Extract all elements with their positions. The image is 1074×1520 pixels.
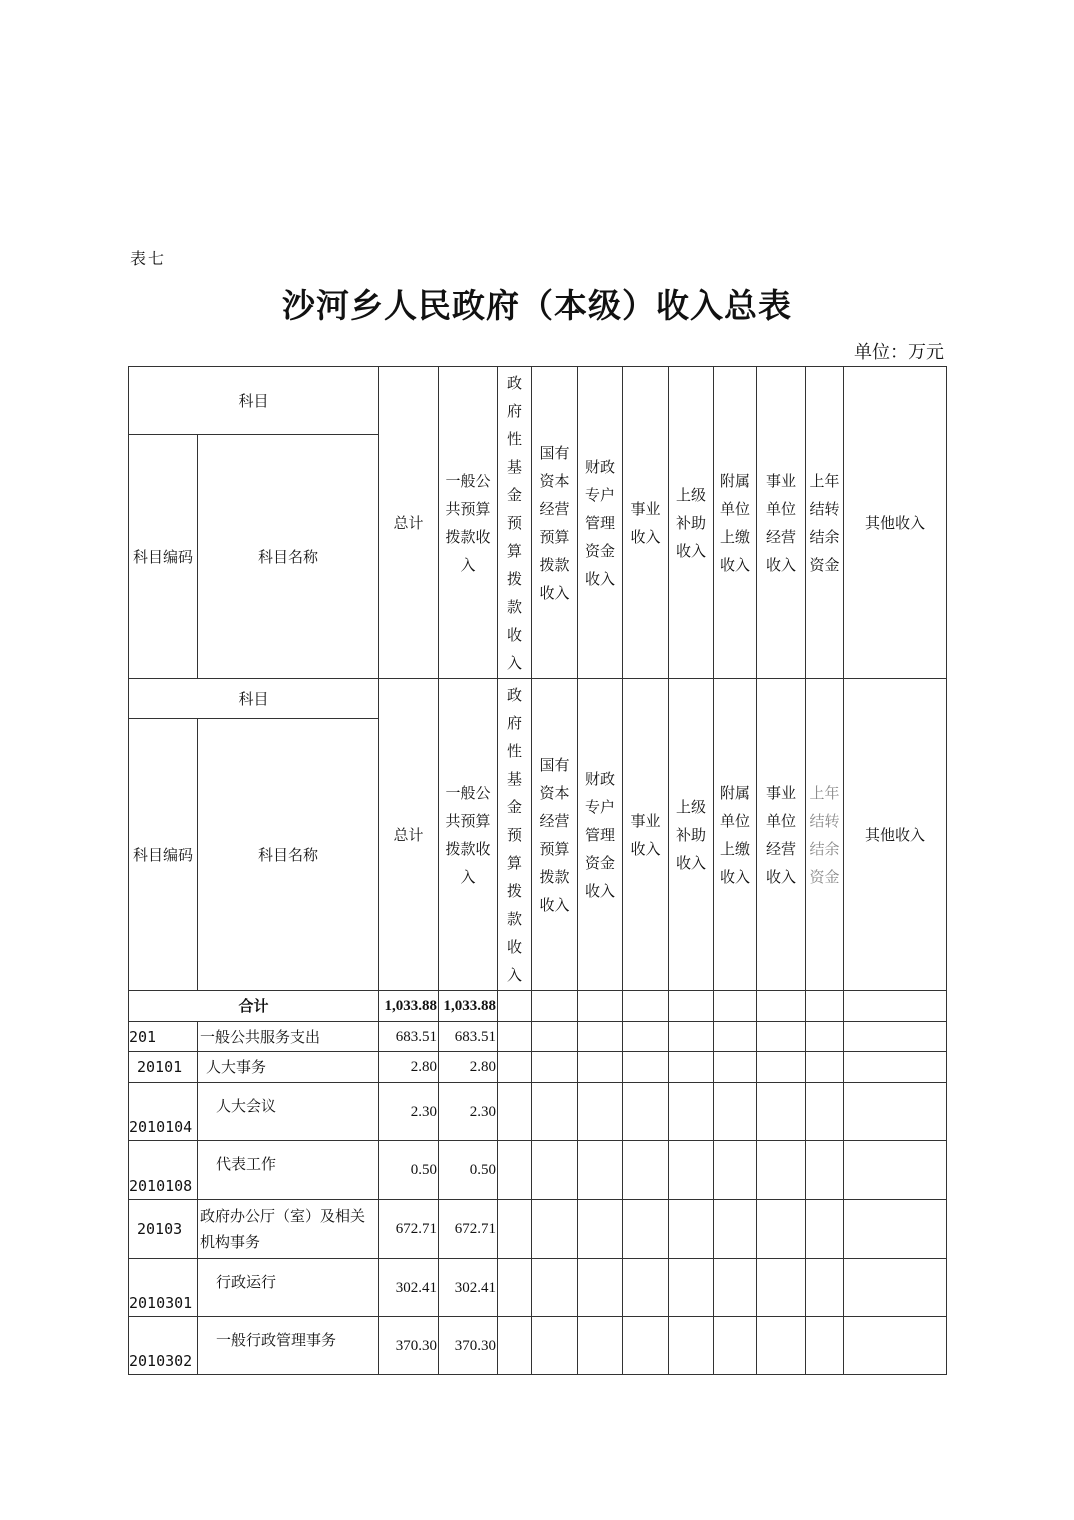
row-code: 2010104 [129,1083,198,1141]
empty-cell [757,1052,806,1083]
table-row [129,1022,947,1052]
header-business [623,367,669,679]
empty-cell [757,1083,806,1141]
empty-cell [757,1022,806,1052]
empty-cell [844,1141,947,1200]
header-fiscal-special-text: 财政专户管理资金收入 [585,457,616,588]
header-subject: 科目 [129,367,379,435]
header-fiscal-special [578,679,623,991]
empty-cell [669,1200,714,1259]
row-name: 代表工作 [198,1141,379,1200]
empty-cell [844,1083,947,1141]
document-title: 沙河乡人民政府（本级）收入总表 [282,286,792,325]
header-superior-subsidy [669,679,714,991]
empty-cell [714,1141,757,1200]
empty-cell [806,1200,844,1259]
empty-cell [714,1317,757,1375]
empty-cell [844,1317,947,1375]
header-subject-code: 科目编码 [129,719,198,991]
empty-cell [714,1259,757,1317]
row-general: 0.50 [439,1141,498,1200]
header-gov-fund-text: 政府性基金预算拨款收入 [507,373,523,672]
header-superior-subsidy-text: 上级补助收入 [676,797,707,872]
table-row [129,1083,947,1141]
row-code: 201 [129,1022,198,1052]
empty-cell [578,1141,623,1200]
empty-cell [532,1317,578,1375]
empty-cell [623,1083,669,1141]
header-other: 其他收入 [844,679,947,991]
empty-cell [714,991,757,1022]
empty-cell [578,1200,623,1259]
empty-cell [498,1200,532,1259]
header-carryover [806,679,844,991]
header-operating [757,679,806,991]
empty-cell [669,1141,714,1200]
empty-cell [578,991,623,1022]
row-general: 370.30 [439,1317,498,1375]
empty-cell [578,1259,623,1317]
table-row [129,1317,947,1375]
table-row [129,1200,947,1259]
header-business-text: 事业收入 [630,811,661,858]
row-code: 20101 [129,1052,198,1083]
empty-cell [498,991,532,1022]
header-subject: 科目 [129,679,379,719]
header-gov-fund [498,679,532,991]
table-row [129,1141,947,1200]
row-code: 20103 [129,1200,198,1259]
empty-cell [623,1022,669,1052]
header-total: 总计 [379,367,439,679]
empty-cell [498,1022,532,1052]
empty-cell [532,1083,578,1141]
header-business [623,679,669,991]
header-operating [757,367,806,679]
header-affiliated-text: 附属单位上缴收入 [720,471,751,574]
empty-cell [714,1052,757,1083]
row-name: 人大会议 [198,1083,379,1141]
empty-cell [844,1022,947,1052]
empty-cell [623,1200,669,1259]
empty-cell [714,1022,757,1052]
empty-cell [806,1022,844,1052]
empty-cell [578,1022,623,1052]
header-gov-fund-text: 政府性基金预算拨款收入 [507,685,523,984]
empty-cell [623,1141,669,1200]
empty-cell [806,1317,844,1375]
empty-cell [532,1259,578,1317]
header-business-text: 事业收入 [630,499,661,546]
header-carryover-text: 上年结转结余资金 [809,783,840,886]
empty-cell [578,1052,623,1083]
header-subject-name: 科目名称 [198,719,379,991]
header-state-capital [532,679,578,991]
empty-cell [532,1052,578,1083]
empty-cell [757,1259,806,1317]
empty-cell [578,1083,623,1141]
unit-label: 单位：万元 [854,342,944,363]
row-total: 302.41 [379,1259,439,1317]
header-general-budget [439,367,498,679]
row-code: 2010108 [129,1141,198,1200]
empty-cell [757,1200,806,1259]
empty-cell [623,1317,669,1375]
row-name: 行政运行 [198,1259,379,1317]
empty-cell [498,1259,532,1317]
empty-cell [498,1141,532,1200]
table-row [129,1052,947,1083]
empty-cell [498,1052,532,1083]
empty-cell [532,1141,578,1200]
header-operating-text: 事业单位经营收入 [766,783,797,886]
table-number: 表七 [130,249,167,268]
row-name: 一般公共服务支出 [198,1022,379,1052]
header-state-capital-text: 国有资本经营预算拨款收入 [539,755,570,914]
empty-cell [532,991,578,1022]
header-carryover [806,367,844,679]
empty-cell [757,991,806,1022]
empty-cell [806,991,844,1022]
empty-cell [844,1259,947,1317]
row-general: 2.30 [439,1083,498,1141]
row-total: 370.30 [379,1317,439,1375]
empty-cell [669,1317,714,1375]
row-code: 2010302 [129,1317,198,1375]
income-table [128,366,947,1375]
empty-cell [669,1083,714,1141]
row-name: 政府办公厅（室）及相关机构事务 [198,1200,379,1259]
empty-cell [532,1200,578,1259]
row-general: 683.51 [439,1022,498,1052]
header-carryover-text: 上年结转结余资金 [809,471,840,574]
empty-cell [623,1259,669,1317]
empty-cell [757,1317,806,1375]
empty-cell [623,1052,669,1083]
header-subject-name: 科目名称 [198,435,379,679]
header-affiliated [714,679,757,991]
header-general-budget [439,679,498,991]
row-name: 一般行政管理事务 [198,1317,379,1375]
table-row [129,1259,947,1317]
header-other: 其他收入 [844,367,947,679]
empty-cell [669,1022,714,1052]
row-total: 672.71 [379,1200,439,1259]
header-state-capital-text: 国有资本经营预算拨款收入 [539,443,570,602]
empty-cell [806,1052,844,1083]
row-total: 2.80 [379,1052,439,1083]
header-superior-subsidy [669,367,714,679]
empty-cell [806,1083,844,1141]
row-total: 0.50 [379,1141,439,1200]
empty-cell [498,1317,532,1375]
header-affiliated [714,367,757,679]
empty-cell [498,1083,532,1141]
header-general-budget-text: 一般公共预算拨款收入 [445,471,491,574]
header-total: 总计 [379,679,439,991]
header-subject-code: 科目编码 [129,435,198,679]
row-general: 2.80 [439,1052,498,1083]
row-total: 683.51 [379,1022,439,1052]
row-general: 302.41 [439,1259,498,1317]
total-general-value: 1,033.88 [439,991,498,1022]
header-row [129,367,947,435]
header-general-budget-text: 一般公共预算拨款收入 [445,783,491,886]
empty-cell [578,1317,623,1375]
row-name: 人大事务 [198,1052,379,1083]
empty-cell [806,1141,844,1200]
total-label: 合计 [129,991,379,1022]
header-superior-subsidy-text: 上级补助收入 [676,485,707,560]
row-total: 2.30 [379,1083,439,1141]
header-gov-fund [498,367,532,679]
empty-cell [669,1259,714,1317]
row-general: 672.71 [439,1200,498,1259]
empty-cell [714,1200,757,1259]
empty-cell [669,991,714,1022]
total-row [129,991,947,1022]
empty-cell [714,1083,757,1141]
empty-cell [623,991,669,1022]
empty-cell [669,1052,714,1083]
empty-cell [844,991,947,1022]
empty-cell [757,1141,806,1200]
row-code: 2010301 [129,1259,198,1317]
header-state-capital [532,367,578,679]
header-operating-text: 事业单位经营收入 [766,471,797,574]
empty-cell [806,1259,844,1317]
header-affiliated-text: 附属单位上缴收入 [720,783,751,886]
header-fiscal-special-text: 财政专户管理资金收入 [585,769,616,900]
empty-cell [532,1022,578,1052]
total-value: 1,033.88 [379,991,439,1022]
empty-cell [844,1200,947,1259]
header-fiscal-special [578,367,623,679]
empty-cell [844,1052,947,1083]
header-row [129,679,947,719]
